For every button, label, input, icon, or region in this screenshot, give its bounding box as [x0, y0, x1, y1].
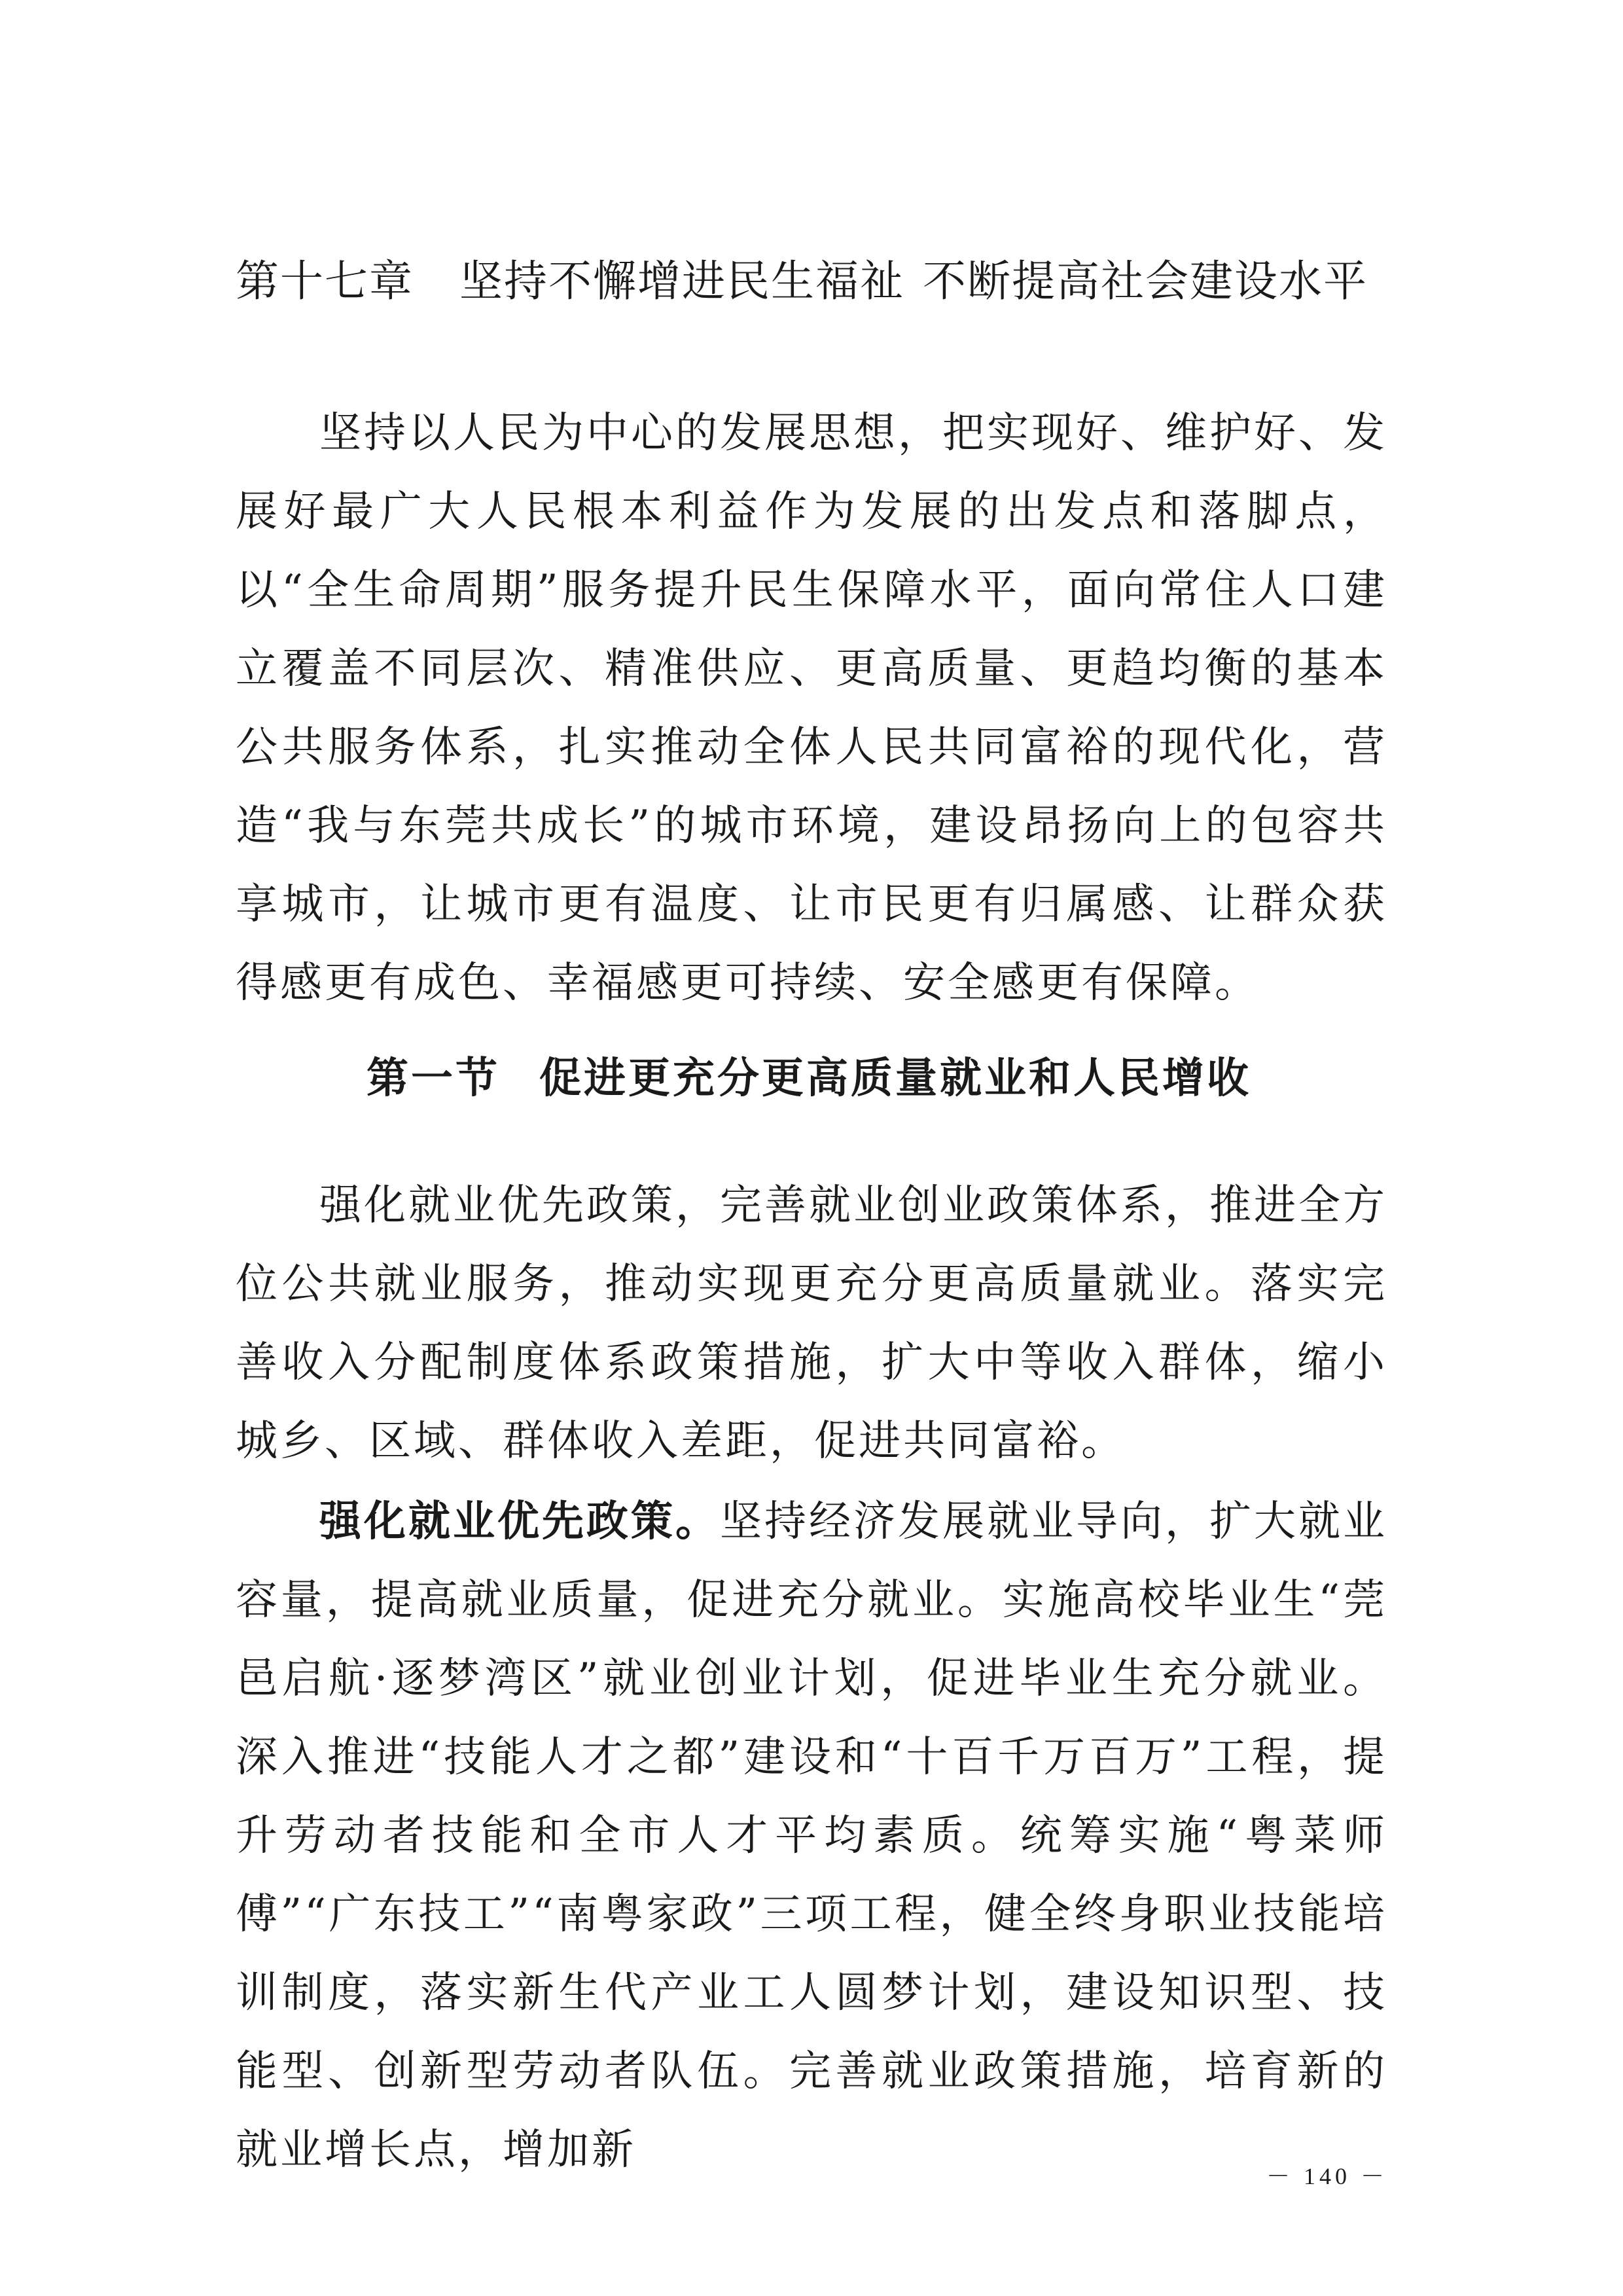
- chapter-title-part1: 坚持不懈增进民生福祉: [459, 256, 904, 306]
- chapter-title: [236, 249, 1414, 314]
- employment-lead: 强化就业优先政策。: [319, 1498, 720, 1546]
- employment-body: 坚持经济发展就业导向，扩大就业容量，提高就业质量，促进充分就业。实施高校毕业生“莞邑启航·逐梦湾区”就业创业计划，促进毕业生充分就业。深入推进“技能人才之都”建设和“十百千万百万”工程，提升劳动者技能和全市人才平均素质。统筹实施“粤菜师傅”“广东技工”“南粤家政”三项工程，健全终身职业技能培训制度，落实新生代产业工人圆梦计划，建设知识型、技能型、创新型劳动者队伍。完善就业政策措施，培育新的就业增长点，增加新: [236, 1498, 1387, 2174]
- page-number: － 140 －: [1266, 2163, 1389, 2189]
- section-paragraph: 强化就业优先政策，完善就业创业政策体系，推进全方位公共就业服务，推动实现更充分更高质量就业。落实完善收入分配制度体系政策措施，扩大中等收入群体，缩小城乡、区域、群体收入差距，促进共同富裕。: [236, 1181, 1387, 1465]
- section-number: 第一节: [366, 1054, 500, 1103]
- chapter-number: 第十七章: [236, 256, 414, 306]
- section-title: [366, 1046, 1283, 1111]
- intro-paragraph: 坚持以人民为中心的发展思想，把实现好、维护好、发展好最广大人民根本利益作为发展的出发点和落脚点，以“全生命周期”服务提升民生保障水平，面向常住人口建立覆盖不同层次、精准供应、更高质量、更趋均衡的基本公共服务体系，扎实推动全体人民共同富裕的现代化，营造“我与东莞共成长”的城市环境，建设昂扬向上的包容共享城市，让城市更有温度、让市民更有归属感、让群众获得感更有成色、幸福感更可持续、安全感更有保障。: [236, 409, 1387, 1007]
- chapter-title-part2: 不断提高社会建设水平: [923, 256, 1368, 306]
- employment-paragraph: [236, 1482, 1387, 2189]
- section-title-text: 促进更充分更高质量就业和人民增收: [539, 1054, 1251, 1103]
